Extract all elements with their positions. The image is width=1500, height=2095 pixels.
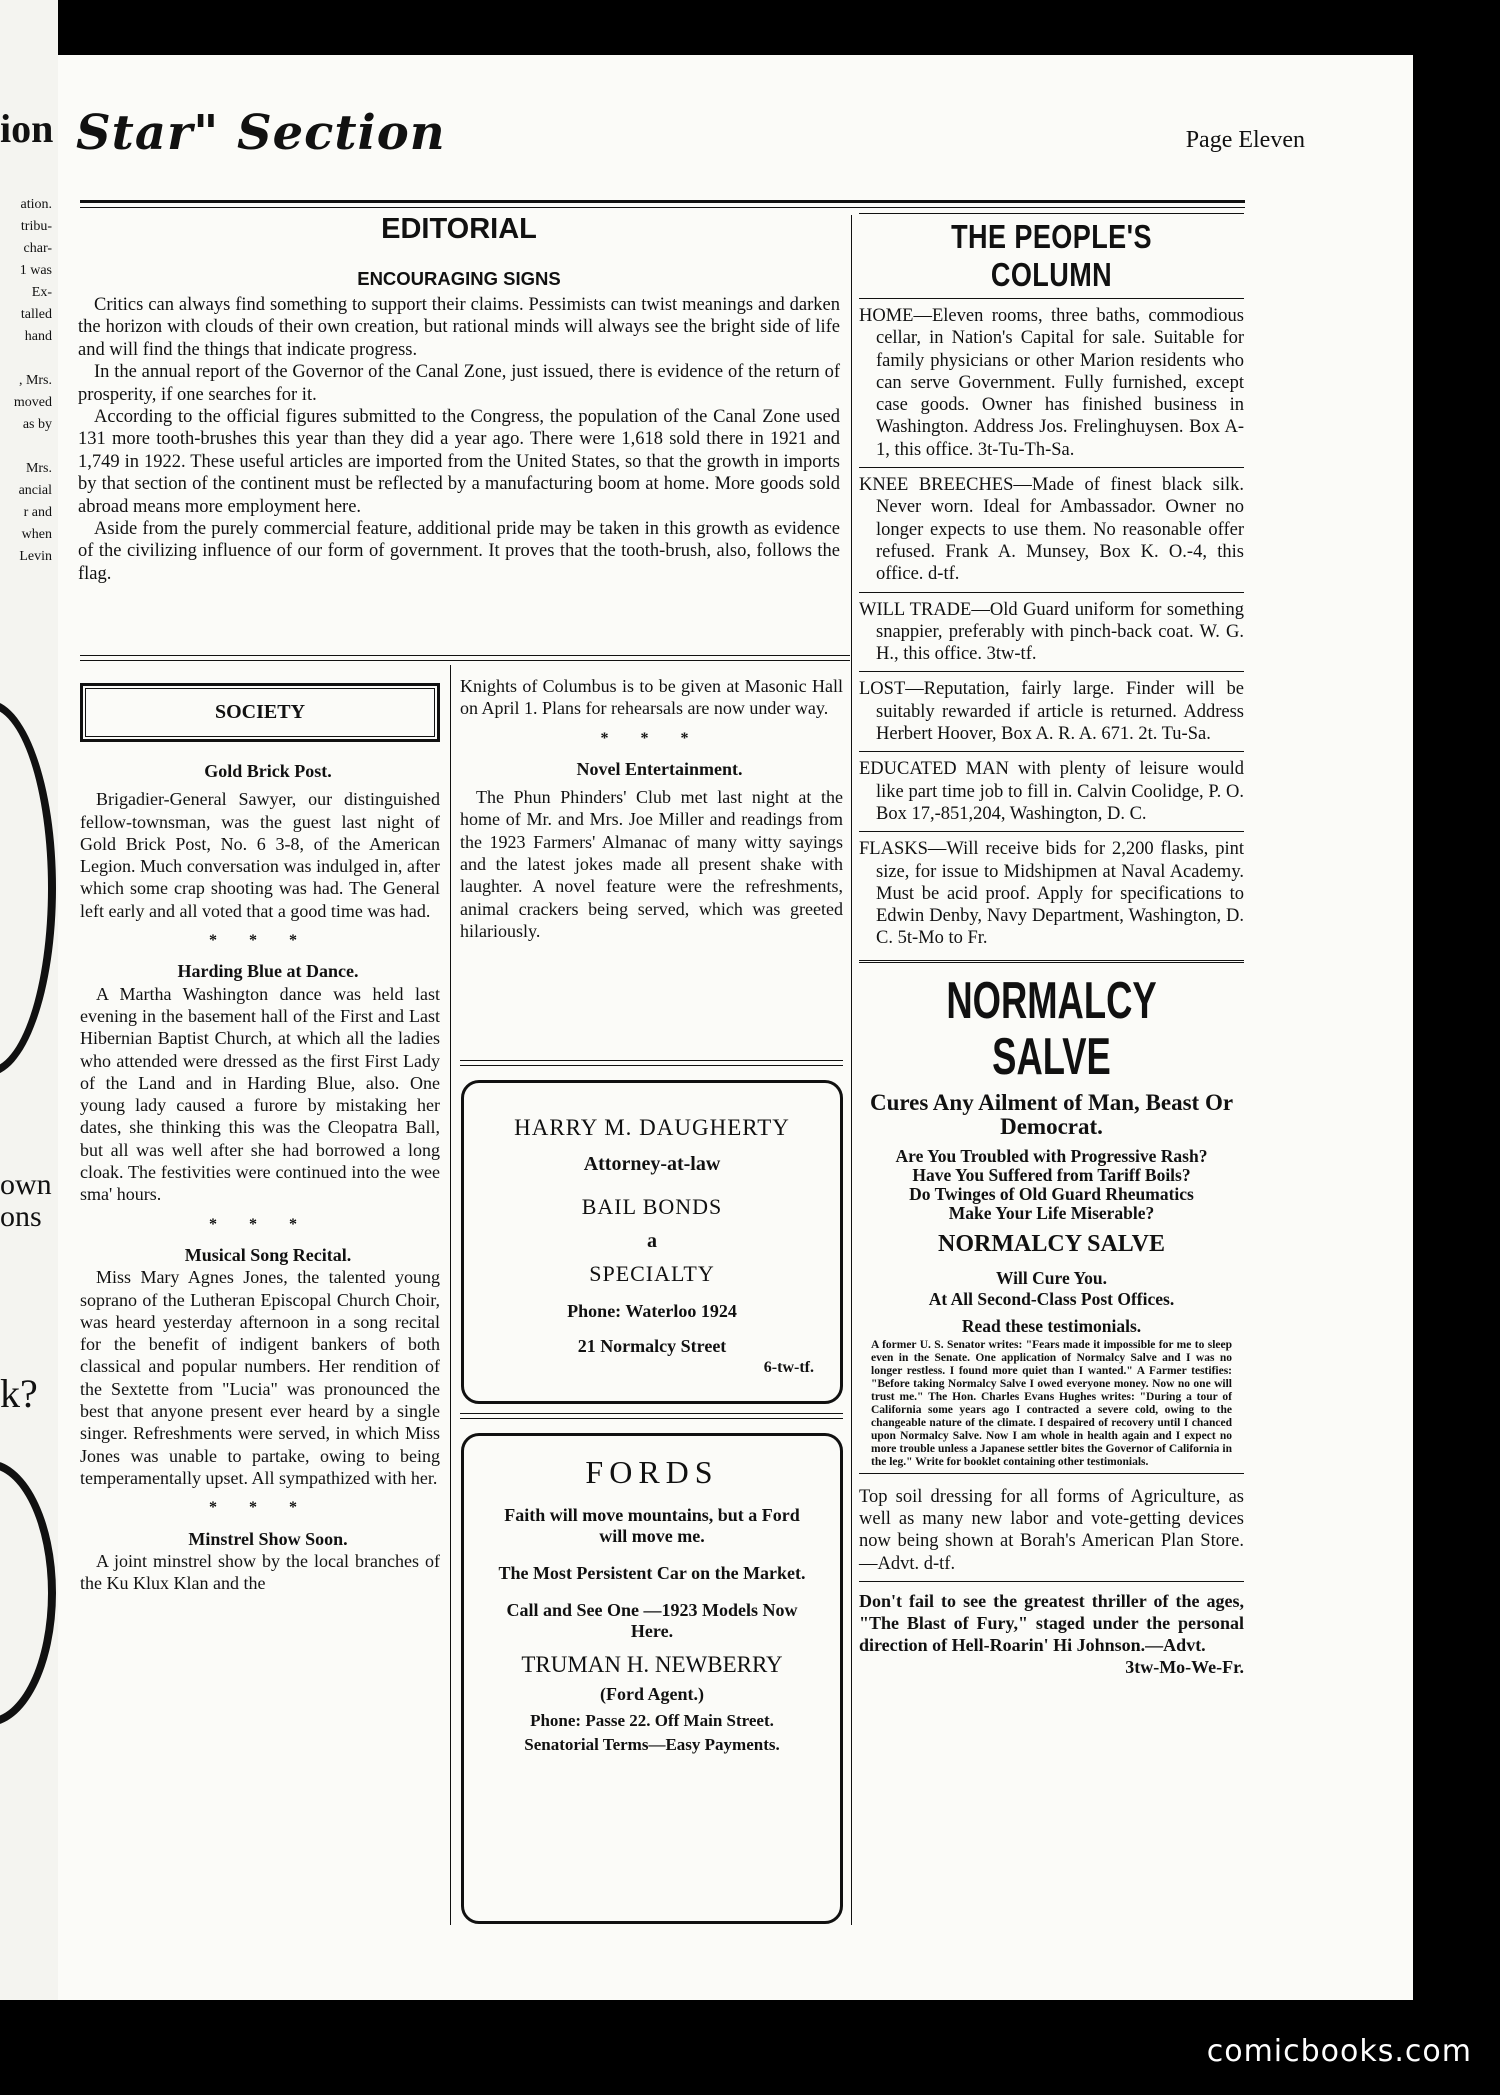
- classified-ad: [859, 752, 1244, 832]
- society-item-text: Miss Mary Agnes Jones, the talented young soprano of the Lutheran Episcopal Church Choir, was heard yesterday afternoon in a song recital for the benefit of indigent bankers of both classical and popular numbers. Her rendition of the Sextette from "Lucia" was pronounced the best that anyone present ever heard by a single singer. Refreshments were served, in which Miss Jones was unable to partake, owing to being temperamentally upset. All sympathized with her.: [80, 1267, 440, 1488]
- classified-ad: [859, 299, 1244, 468]
- ad-address: 21 Normalcy Street: [577, 1336, 727, 1356]
- ad-line: The Most Persistent Car on the Market.: [498, 1563, 806, 1583]
- normalcy-will-cure: Will Cure You.: [995, 1267, 1107, 1288]
- peoples-heading-box: [859, 213, 1244, 299]
- society-item-title: Harding Blue at Dance.: [177, 961, 359, 982]
- ad-heading: FORDS: [585, 1454, 719, 1490]
- society-body: [80, 760, 440, 1594]
- editorial-body: [78, 294, 840, 585]
- classified-text: EDUCATED MAN with plenty of leisure would like part time job to fill in. Calvin Coolidge, P. O. Box 17,-851,204, Washington, D. C.: [859, 759, 1244, 824]
- ad-name: TRUMAN H. NEWBERRY: [521, 1652, 783, 1677]
- page-number: Page Eleven: [1185, 127, 1305, 153]
- society-continued-text: Knights of Columbus is to be given at Masonic Hall on April 1. Plans for rehearsals are now under way.: [460, 676, 843, 719]
- topsoil-ad: [859, 1474, 1244, 1582]
- society-item-title: Gold Brick Post.: [204, 761, 332, 781]
- column-divider-center: [450, 665, 451, 1925]
- ad-divider-rule: [460, 1413, 843, 1414]
- ad-code: 6-tw-tf.: [763, 1359, 814, 1376]
- gutter-line: Mrs.: [25, 461, 52, 476]
- normalcy-read: Read these testimonials.: [961, 1315, 1142, 1336]
- normalcy-question: Make Your Life Miserable?: [948, 1202, 1155, 1223]
- society-item-text: Brigadier-General Sawyer, our distinguished fellow-townsman, was the guest last night of Gold Brick Post, No. 6 3-8, of the American Legion. Much conversation was indulged in, after which some crap shooting was had. The General left early and all voted that a good time was had.: [80, 789, 440, 921]
- gutter-fragment-1: own: [0, 1168, 52, 1201]
- society-column-2: [460, 675, 843, 942]
- section-stars: * * *: [209, 932, 311, 950]
- watermark: comicbooks.com: [1206, 2034, 1472, 2069]
- editorial-bottom-rule-2: [80, 660, 850, 661]
- editorial-paragraph: Critics can always find something to support their claims. Pessimists can twist meanings and darken the horizon with clouds of their own creation, but rational minds will always see the bright side of life and will find the things that indicate progress.: [78, 295, 840, 360]
- gutter-line: as by: [22, 417, 52, 432]
- gutter-line: char-: [23, 241, 52, 256]
- society-item-title: Novel Entertainment.: [576, 758, 743, 779]
- gutter-fragment-2: ons: [0, 1200, 42, 1233]
- gutter-line: ancial: [18, 483, 52, 498]
- section-stars: * * *: [209, 1215, 311, 1233]
- gutter-fragment-3: k?: [0, 1371, 38, 1416]
- classified-text: LOST—Reputation, fairly large. Finder will be suitably rewarded if article is returned. Address Herbert Hoover, Box A. R. A. 671. 2t. Tu-Sa.: [859, 679, 1244, 745]
- ad-terms: Senatorial Terms—Easy Payments.: [524, 1735, 780, 1754]
- ad-divider-rule: [460, 1060, 843, 1061]
- ad-line: SPECIALTY: [589, 1261, 715, 1286]
- gutter-line: ation.: [20, 197, 52, 212]
- column-divider-right: [851, 215, 852, 1925]
- fords-ad: [461, 1433, 843, 1924]
- gutter-line: r and: [23, 505, 52, 520]
- ad-line: Faith will move mountains, but a Ford will move me.: [504, 1505, 800, 1546]
- normalcy-salve-ad: [859, 973, 1244, 1474]
- ad-agent: (Ford Agent.): [600, 1684, 704, 1704]
- blast-code: 3tw-Mo-We-Fr.: [1125, 1656, 1244, 1677]
- peoples-column: [859, 213, 1244, 1678]
- classified-text: HOME—Eleven rooms, three baths, commodious cellar, in Nation's Capital for sale. Suitable for family physicians or other Marion residents who can serve Government. Fully furnished, except case goods. Owner has finished business in Washington. Address Jos. Frelinghuysen. Box A-1, this office. 3t-Tu-Th-Sa.: [859, 306, 1244, 460]
- ad-divider-rule-2: [460, 1418, 843, 1419]
- editorial-paragraph: In the annual report of the Governor of the Canal Zone, just issued, there is evidence of the return of prosperity, if one searches for it.: [78, 362, 840, 405]
- daugherty-ad: [461, 1080, 843, 1404]
- gutter-line: Ex-: [31, 285, 52, 300]
- header-rule: [80, 200, 1245, 203]
- normalcy-question: Have You Suffered from Tariff Boils?: [912, 1164, 1191, 1185]
- society-heading-box: [80, 683, 440, 742]
- ad-line: a: [647, 1230, 657, 1252]
- ad-line: BAIL BONDS: [581, 1194, 723, 1219]
- classified-text: FLASKS—Will receive bids for 2,200 flasks, pint size, for issue to Midshipmen at Naval Academy. Must be acid proof. Apply for specifications to Edwin Denby, Navy Department, Washington, D. C. 5t-Mo to Fr.: [859, 839, 1244, 949]
- gutter-fragment-title: ion: [0, 106, 54, 151]
- society-column: [80, 683, 440, 1594]
- ad-divider-rule-2: [460, 1065, 843, 1066]
- topsoil-text: Top soil dressing for all forms of Agriculture, as well as many new labor and vote-getting devices now being shown at Borah's American Plan Store.—Advt. d-tf.: [859, 1486, 1244, 1574]
- ad-line: Call and See One —1923 Models Now Here.: [506, 1600, 798, 1641]
- gutter-line: talled: [20, 307, 52, 322]
- classified-ad: [859, 672, 1244, 752]
- normalcy-heading: NORMALCY SALVE: [946, 971, 1157, 1086]
- editorial-bottom-rule: [80, 655, 850, 656]
- classified-ad: [859, 832, 1244, 962]
- ad-phone: Phone: Waterloo 1924: [567, 1301, 737, 1321]
- society-item-text: The Phun Phinders' Club met last night at the home of Mr. and Mrs. Joe Miller and readings from the 1923 Farmers' Almanac of many witty sayings and the latest jokes made all present shake with laughter. A novel feature were the refreshments, animal crackers being served, which was greeted hilariously.: [460, 787, 843, 941]
- masthead: Star" Section: [76, 105, 446, 161]
- editorial-paragraph: According to the official figures submitted to the Congress, the population of the Canal Zone used 131 more tooth-brushes this year than they did a year ago. There were 1,618 sold there in 1921 and 1,749 in 1922. These useful articles are imported from the United States, so that the growth in imports by that section of the continent must be reflected by a manufacturing boom at home. More goods sold abroad means more employment here.: [78, 407, 840, 517]
- peoples-heading: THE PEOPLE'S COLUMN: [951, 218, 1152, 293]
- ad-phone: Phone: Passe 22. Off Main Street.: [530, 1711, 774, 1730]
- blast-text: Don't fail to see the greatest thriller of the ages, "The Blast of Fury," staged under the personal direction of Hell-Roarin' Hi Johnson.—Advt.: [859, 1590, 1244, 1655]
- previous-page-gutter: [0, 0, 58, 2000]
- classified-text: KNEE BREECHES—Made of finest black silk. Never worn. Ideal for Ambassador. Owner no longer expects to use them. No reasonable offer refused. Frank A. Munsey, Box K. O.-4, this office. d-tf.: [859, 475, 1244, 585]
- normalcy-question: Do Twinges of Old Guard Rheumatics: [909, 1183, 1194, 1204]
- gutter-line: tribu-: [20, 219, 52, 234]
- normalcy-testimonials: A former U. S. Senator writes: "Fears made it impossible for me to sleep even in the Senate. One application of Normalcy Salve and I was no longer restless. I found more quiet than I wanted." A Farmer testifies: "Before taking Normalcy Salve I owed everyone money. Now no one will trust me." The Hon. Charles Evans Hughes writes: "During a tour of California some years ago I contracted a severe cold, owing to the changeable nature of the climate. I despaired of recovery until I chanced upon Normalcy Salve. Now I am whole in health again and I expect no more trouble unless a Japanese settler bites the Governor of California in the leg." Write for booklet containing other testimonials.: [871, 1338, 1232, 1468]
- editorial-section: [78, 213, 840, 585]
- normalcy-question: Are You Troubled with Progressive Rash?: [895, 1145, 1208, 1166]
- normalcy-cures: Cures Any Ailment of Man, Beast Or Democrat.: [869, 1089, 1234, 1139]
- society-item-title: Musical Song Recital.: [184, 1244, 352, 1265]
- society-item-text: A joint minstrel show by the local branches of the Ku Klux Klan and the: [80, 1550, 440, 1594]
- gutter-line: when: [21, 527, 52, 542]
- gutter-line: , Mrs.: [18, 373, 52, 388]
- gutter-line: Levin: [19, 549, 52, 564]
- society-item-text: A Martha Washington dance was held last evening in the basement hall of the First and Last Hibernian Baptist Church, at which all the ladies who attended were dressed as the first First Lady of the Land and in Harding Blue, also. One young lady caused a furore by mistaking her dates, she thinking this was the Cleopatra Ball, but all was well after she had borrowed a long cloak. The festivities were continued into the wee sma' hours.: [80, 983, 440, 1205]
- section-stars: * * *: [600, 729, 703, 747]
- editorial-paragraph: Aside from the purely commercial feature, additional pride may be taken in this growth as evidence of the civilizing influence of our form of government. It proves that the tooth-brush, also, follows the flag.: [78, 519, 840, 584]
- classified-ad: [859, 593, 1244, 673]
- gutter-line: hand: [24, 329, 52, 344]
- society-body-continued: [460, 675, 843, 942]
- newspaper-page: [58, 55, 1413, 2000]
- blast-ad: [859, 1582, 1244, 1678]
- society-heading: SOCIETY: [85, 688, 435, 737]
- ad-title: Attorney-at-law: [583, 1153, 721, 1175]
- editorial-heading: EDITORIAL: [381, 213, 537, 245]
- section-stars: * * *: [209, 1499, 311, 1517]
- society-item-title: Minstrel Show Soon.: [188, 1528, 348, 1549]
- classified-ad: [859, 468, 1244, 592]
- gutter-circle-art-2: [0, 1460, 56, 1726]
- normalcy-where: At All Second-Class Post Offices.: [928, 1288, 1175, 1309]
- ad-name: HARRY M. DAUGHERTY: [514, 1115, 790, 1140]
- gutter-line: 1 was: [19, 263, 52, 278]
- gutter-line: moved: [13, 395, 52, 410]
- editorial-subheading: ENCOURAGING SIGNS: [357, 268, 561, 289]
- classified-text: WILL TRADE—Old Guard uniform for something snappier, preferably with pinch-back coat. W. G. H., this office. 3tw-tf.: [859, 599, 1244, 665]
- header-rule-thin: [80, 207, 1245, 208]
- gutter-circle-art: [0, 700, 56, 1076]
- normalcy-name: NORMALCY SALVE: [938, 1230, 1165, 1257]
